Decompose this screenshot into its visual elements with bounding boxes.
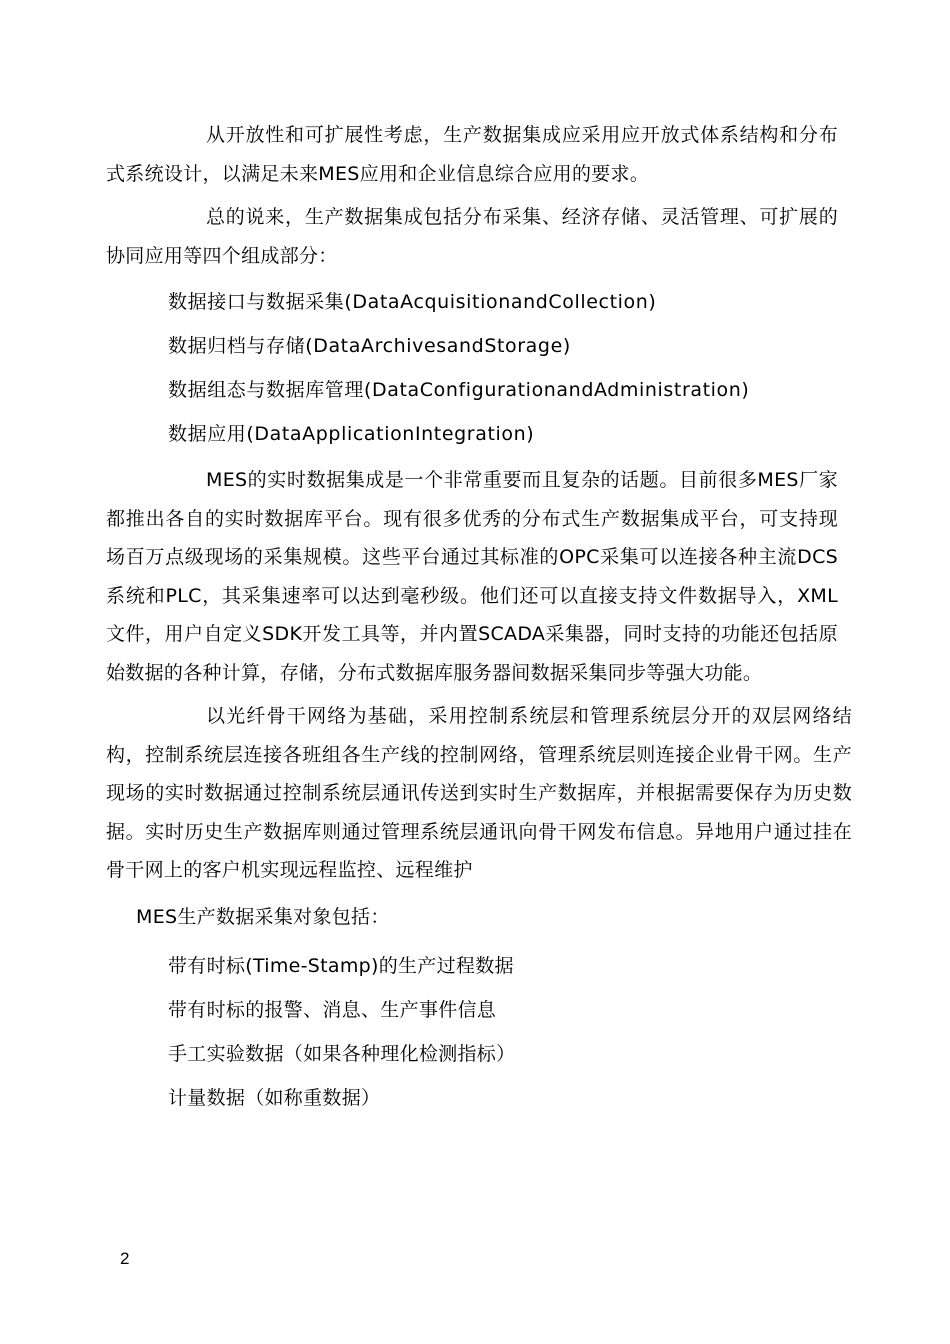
paragraph-realtime-integration: MES的实时数据集成是一个非常重要而且复杂的话题。目前很多MES厂家都推出各自的实时数据库平台。现有很多优秀的分布式生产数据集成平台，可支持现场百万点级现场的采集规模。这些平台通过其标准的OPC采集可以连接各种主流DCS系统和PLC，其采集速率可以达到毫秒级。他们还可以直接支持文件数据导入，XML文件，用户自定义SDK开发工具等，并内置SCADA采集器，同时支持的功能还包括原始数据的各种计算，存储，分布式数据库服务器间数据采集同步等强大功能。 <box>106 469 838 684</box>
page-number: 2 <box>120 1249 130 1268</box>
list-item: 手工实验数据（如果各种理化检测指标） <box>168 1042 516 1065</box>
list-item: 数据接口与数据采集(DataAcquisitionandCollection) <box>168 291 657 313</box>
list-item: 带有时标的报警、消息、生产事件信息 <box>168 998 497 1021</box>
list-item: 数据应用(DataApplicationIntegration) <box>168 423 535 445</box>
document-body <box>106 116 852 1125</box>
collection-lead: MES生产数据采集对象包括： <box>136 905 390 928</box>
list-item: 数据归档与存储(DataArchivesandStorage) <box>168 335 571 357</box>
paragraph-integration-parts: 总的说来，生产数据集成包括分布采集、经济存储、灵活管理、可扩展的协同应用等四个组成部分： <box>106 206 838 267</box>
paragraph-network-structure: 以光纤骨干网络为基础，采用控制系统层和管理系统层分开的双层网络结构，控制系统层连接各班组各生产线的控制网络，管理系统层则连接企业骨干网。生产现场的实时数据通过控制系统层通讯传送到实时生产数据库，并根据需要保存为历史数据。实时历史生产数据库则通过管理系统层通讯向骨干网发布信息。异地用户通过挂在骨干网上的客户机实现远程监控、远程维护 <box>106 705 852 881</box>
collection-list <box>106 944 838 1120</box>
paragraph-open-architecture: 从开放性和可扩展性考虑，生产数据集成应采用应开放式体系结构和分布式系统设计，以满足未来MES应用和企业信息综合应用的要求。 <box>106 124 838 185</box>
list-item: 计量数据（如称重数据） <box>168 1086 381 1109</box>
components-list <box>106 280 838 456</box>
list-item: 数据组态与数据库管理(DataConfigurationandAdministration) <box>168 379 750 401</box>
list-item: 带有时标(Time-Stamp)的生产过程数据 <box>168 954 514 977</box>
